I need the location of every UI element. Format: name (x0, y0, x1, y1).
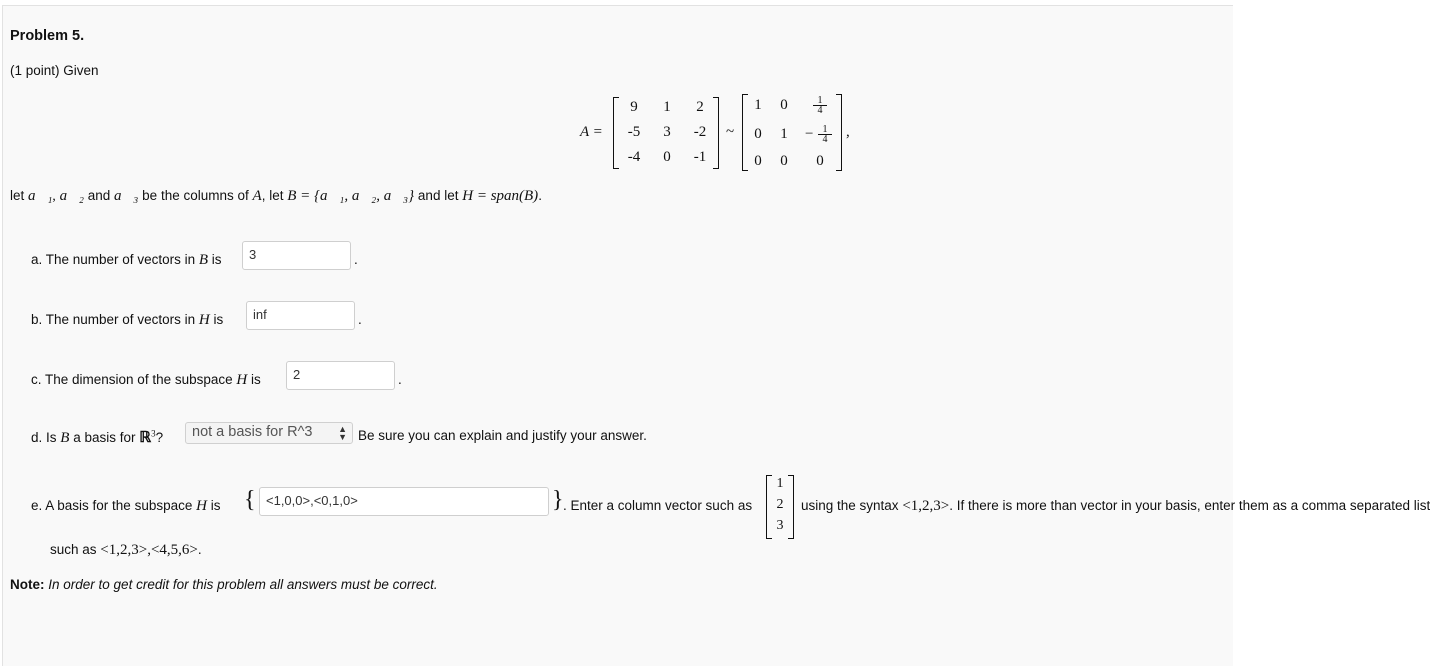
part-a-suffix: is (211, 252, 222, 267)
column-vector-entry: 3 (776, 518, 784, 533)
problem-title: Problem 5. (10, 28, 85, 44)
part-a-question (31, 252, 222, 269)
matrix-rref-cell: 0 (816, 153, 824, 169)
close-brace: } (552, 487, 564, 513)
matrix-a-cell: -1 (693, 149, 707, 165)
column-vector-entry: 1 (776, 476, 784, 491)
part-e-example: <1,2,3>,<4,5,6> (100, 542, 198, 558)
part-d-mid: a basis for (73, 430, 136, 445)
part-c-var: H (236, 372, 248, 388)
matrix-a-cell: -5 (627, 124, 641, 140)
part-c-question (31, 372, 261, 389)
part-e-syntax: <1,2,3> (902, 498, 950, 514)
matrix-lhs: A = (580, 124, 603, 140)
matrix-a-cell: -2 (693, 124, 707, 140)
matrix-rref-fraction (813, 96, 827, 115)
h-span-definition: H = span(B) (462, 188, 539, 204)
part-d-selected-value: not a basis for R^3 (192, 424, 313, 440)
matrix-rref-cell: 0 (780, 153, 788, 169)
part-e-syntax-line (801, 498, 1430, 515)
part-c-suffix: is (251, 372, 261, 387)
part-c-prefix: c. The dimension of the subspace (31, 372, 233, 387)
trailing-comma: , (846, 124, 850, 140)
note-label: Note: (10, 577, 45, 592)
open-brace: { (244, 487, 256, 513)
part-b-answer-input[interactable]: inf (246, 301, 355, 330)
part-d-question-mark: ? (155, 430, 164, 445)
vector-a3: a⃗₃ (114, 188, 139, 204)
note-text: In order to get credit for this problem all answers must be correct. (48, 577, 438, 592)
part-e-text3: . If there is more than vector in your basis, enter them as a comma separated list (949, 498, 1430, 513)
part-e-suffix: is (210, 498, 221, 513)
matrix-rref-right-bracket (836, 94, 842, 171)
part-d-basis-select[interactable] (185, 422, 353, 444)
fraction-denominator: 4 (817, 105, 823, 116)
part-e-end: . (197, 542, 202, 557)
part-e-text1: . Enter a column vector such as (563, 498, 753, 513)
part-a-var: B (198, 252, 209, 268)
part-a-answer-input[interactable]: 3 (242, 241, 351, 270)
statement-and: and (87, 188, 111, 203)
matrix-rref-cell: 1 (780, 126, 788, 142)
matrix-a-cell: 3 (663, 124, 671, 140)
part-b-var: H (198, 312, 210, 328)
part-d-after-text: Be sure you can explain and justify your answer. (358, 428, 647, 443)
real-space-exponent: 3 (151, 428, 156, 439)
matrix-a-cell: 1 (663, 99, 671, 115)
part-c-end: . (398, 372, 402, 387)
part-e-var: H (196, 498, 207, 514)
fraction-numerator: 1 (813, 96, 827, 106)
vector-a2: a⃗₂ (59, 188, 84, 204)
part-e-prefix: e. A basis for the subspace (31, 498, 193, 513)
matrix-a-cell: 2 (696, 99, 704, 115)
part-a-end: . (354, 252, 358, 267)
part-e-answer-input[interactable]: <1,0,0>,<0,1,0> (259, 487, 549, 516)
matrix-a-cell: -4 (627, 149, 641, 165)
statement-let-b: , let (261, 188, 284, 203)
part-a-prefix: a. The number of vectors in (31, 252, 196, 267)
part-e-text2: using the syntax (801, 498, 899, 513)
equivalence-symbol: ~ (726, 124, 735, 140)
statement-line (10, 188, 542, 205)
fraction-denominator: 4 (822, 134, 828, 145)
part-b-suffix: is (213, 312, 224, 327)
real-space-symbol: ℝ (139, 430, 152, 446)
select-updown-icon: ▲ ▼ (338, 424, 347, 442)
part-d-var: B (60, 430, 70, 446)
problem-points-text: (1 point) Given (10, 63, 99, 78)
statement-columns-text: be the columns of (142, 188, 249, 203)
part-b-question (31, 312, 223, 329)
comma: , (52, 188, 56, 203)
matrix-a-cell: 0 (663, 149, 671, 165)
note (10, 577, 438, 592)
set-b-definition: B = {a⃗₁, a⃗₂, a⃗₃} (287, 188, 415, 204)
matrix-rref-cell: 0 (780, 97, 788, 113)
statement-and-let: and let (417, 188, 459, 203)
statement-let: let (10, 188, 25, 203)
part-b-end: . (358, 312, 362, 327)
part-c-answer-input[interactable]: 2 (286, 361, 395, 390)
matrix-rref-cell: 1 (754, 97, 762, 113)
part-e-continuation-text: such as (50, 542, 97, 557)
part-e-continuation (50, 542, 202, 559)
part-d-prefix: d. Is (31, 430, 57, 445)
part-d-question (31, 428, 163, 447)
part-e-question (31, 498, 220, 515)
matrix-rref-fraction (818, 125, 832, 144)
matrix-rref-cell: 0 (754, 126, 762, 142)
matrix-a-ref: A (252, 188, 262, 204)
part-b-prefix: b. The number of vectors in (31, 312, 196, 327)
matrix-rref-cell: 0 (754, 153, 762, 169)
minus-sign: − (805, 126, 814, 142)
fraction-numerator: 1 (818, 125, 832, 135)
matrix-a-cell: 9 (630, 99, 638, 115)
statement-end: . (538, 188, 542, 203)
column-vector-entry: 2 (776, 497, 784, 512)
vector-a1: a⃗₁ (28, 188, 53, 204)
